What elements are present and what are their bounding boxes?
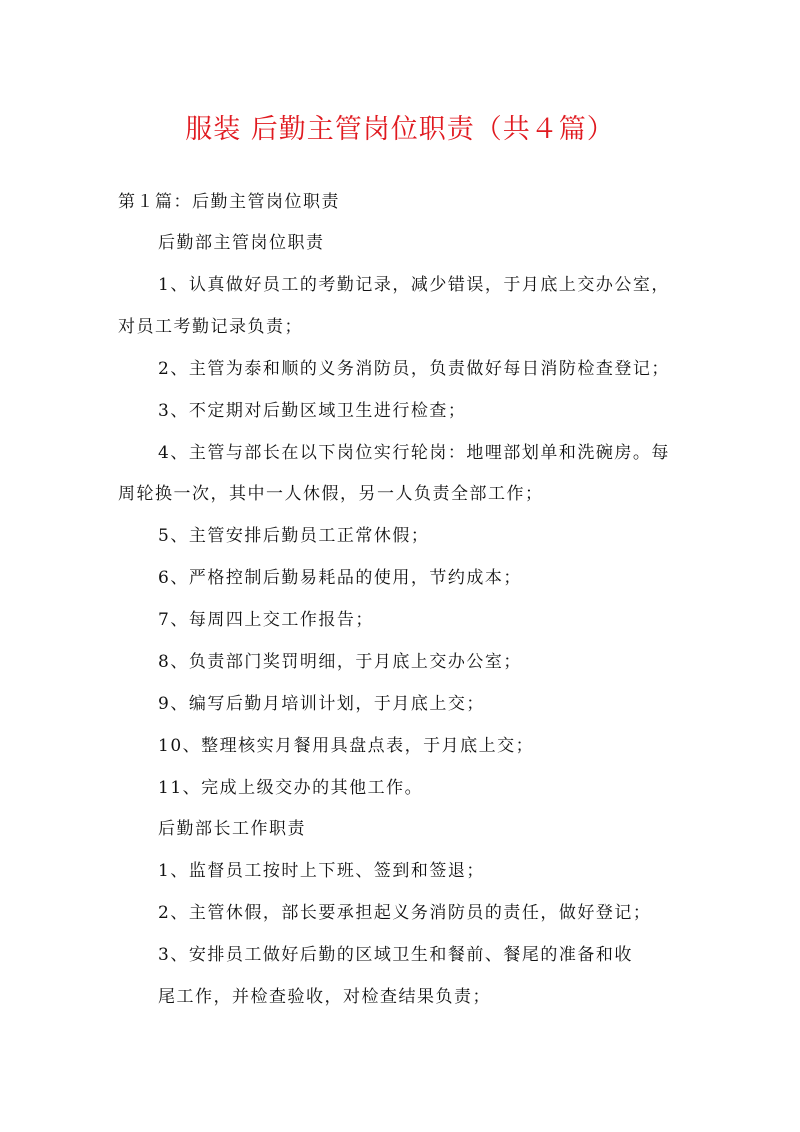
paragraph-line: 3、不定期对后勤区域卫生进行检查；	[158, 401, 467, 421]
paragraph-line: 6、严格控制后勤易耗品的使用，节约成本；	[158, 568, 522, 588]
paragraph-line: 1、监督员工按时上下班、签到和签退；	[158, 861, 485, 881]
section-heading: 第１篇：后勤主管岗位职责	[118, 192, 340, 212]
paragraph-line: 7、每周四上交工作报告；	[158, 610, 374, 630]
paragraph-line: 8、负责部门奖罚明细，于月底上交办公室；	[158, 652, 522, 672]
paragraph-line: 5、主管安排后勤员工正常休假；	[158, 526, 430, 546]
paragraph-line: 3、安排员工做好后勤的区域卫生和餐前、餐尾的准备和收	[158, 945, 633, 965]
paragraph-line: 2、主管休假，部长要承担起义务消防员的责任，做好登记；	[158, 903, 652, 923]
paragraph-line: 尾工作，并检查验收，对检查结果负责；	[158, 987, 491, 1007]
paragraph-line: 11、完成上级交办的其他工作。	[158, 778, 424, 798]
paragraph-line: 1、认真做好员工的考勤记录，减少错误，于月底上交办公室，	[158, 275, 670, 295]
paragraph-line: 10、整理核实月餐用具盘点表，于月底上交；	[158, 736, 535, 756]
paragraph-line: 4、主管与部长在以下岗位实行轮岗：地哩部划单和洗碗房。每	[158, 443, 670, 463]
paragraph-line: 2、主管为泰和顺的义务消防员，负责做好每日消防检查登记；	[158, 359, 670, 379]
subsection-heading: 后勤部长工作职责	[158, 819, 306, 839]
paragraph-line: 周轮换一次，其中一人休假，另一人负责全部工作；	[118, 484, 544, 504]
paragraph-line: 9、编写后勤月培训计划，于月底上交；	[158, 694, 485, 714]
document-title: 服装 后勤主管岗位职责（共４篇）	[185, 114, 615, 145]
paragraph-line: 对员工考勤记录负责；	[118, 317, 303, 337]
subsection-heading: 后勤部主管岗位职责	[158, 233, 325, 253]
